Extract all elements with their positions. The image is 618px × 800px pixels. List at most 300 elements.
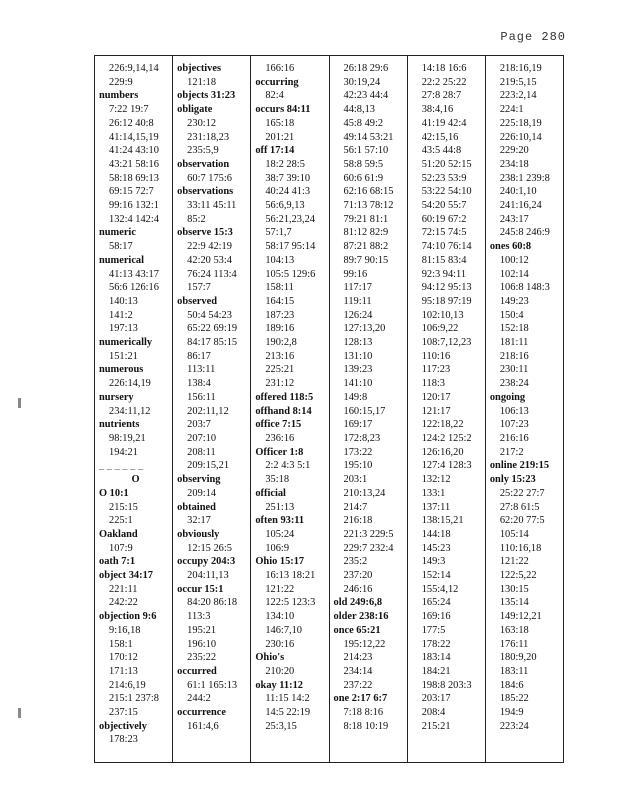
page-line-reference: 138:15,21 <box>421 515 464 527</box>
page-line-reference: 27:8 28:7 <box>421 90 462 102</box>
page-line-reference: 52:23 53:9 <box>421 172 467 184</box>
page-line-reference: 197:13 <box>109 323 138 335</box>
page-line-reference: 22:2 25:22 <box>421 76 467 88</box>
page-line-reference: 243:17 <box>499 213 529 225</box>
page-line-reference: 209:15,21 <box>187 460 230 472</box>
page-line-reference: 181:11 <box>499 337 529 349</box>
page-line-reference: 71:13 78:12 <box>343 200 394 212</box>
page-line-reference: 163:18 <box>499 624 529 636</box>
page-line-reference: 210:13,24 <box>343 487 386 499</box>
page-line-reference: 221:11 <box>109 583 138 595</box>
page-line-reference: 132:4 142:4 <box>109 213 159 225</box>
page-line-reference: 229:7 232:4 <box>343 542 394 554</box>
page-line-reference: 113:11 <box>187 364 216 376</box>
page-line-reference: 196:10 <box>187 638 217 650</box>
page-line-reference: 126:16,20 <box>421 446 464 458</box>
page-line-reference: 58:18 69:13 <box>109 172 159 184</box>
index-term: objectives <box>177 63 222 74</box>
page-line-reference: 236:16 <box>265 432 295 444</box>
page-line-reference: 126:24 <box>343 309 373 321</box>
index-term: occurs 84:11 <box>255 104 311 116</box>
page-line-reference: 120:17 <box>421 391 451 403</box>
page-line-reference: 44:8,13 <box>343 104 375 116</box>
page-line-reference: 230:16 <box>265 638 295 650</box>
page-line-reference: 184:21 <box>421 665 451 677</box>
page-line-reference: 189:16 <box>265 323 295 335</box>
page-line-reference: 171:13 <box>109 665 138 677</box>
page-line-reference: 58:17 <box>109 241 133 253</box>
page-line-reference: 231:18,23 <box>187 131 230 143</box>
page-line-reference: 131:10 <box>343 350 373 362</box>
page-line-reference: 7:22 19:7 <box>109 104 149 116</box>
index-column-4 <box>329 56 407 762</box>
page-line-reference: 234:14 <box>343 665 373 677</box>
page-line-reference: 100:12 <box>499 254 529 266</box>
index-term: often 93:11 <box>255 515 305 527</box>
index-term: obligate <box>177 104 213 116</box>
page-line-reference: 180:9,20 <box>499 652 537 664</box>
index-term: observing <box>177 474 221 486</box>
index-term: occurred <box>177 665 217 677</box>
page-line-reference: 226:10,14 <box>499 131 542 143</box>
page-line-reference: 56:6,9,13 <box>265 200 305 212</box>
index-term: objection 9:6 <box>99 611 157 623</box>
page-line-reference: 207:10 <box>187 432 217 444</box>
index-term: once 65:21 <box>333 624 381 636</box>
index-column-2 <box>172 56 250 762</box>
page-line-reference: 145:23 <box>421 542 451 554</box>
index-term: O 10:1 <box>99 487 129 499</box>
page-line-reference: 12:15 26:5 <box>187 542 232 554</box>
page-line-reference: 110:16,18 <box>499 542 542 554</box>
index-term: observed <box>177 295 217 307</box>
page-line-reference: 30:19,24 <box>343 76 381 88</box>
page-line-reference: 27:8 61:5 <box>499 501 540 513</box>
index-term: Officer 1:8 <box>255 446 304 458</box>
page-line-reference: 195:21 <box>187 624 217 636</box>
page-line-reference: 94:12 95:13 <box>421 282 472 294</box>
page-line-reference: 122:5 123:3 <box>265 597 316 609</box>
index-term: occurrence <box>177 707 227 719</box>
page-line-reference: 203:17 <box>421 693 451 705</box>
index-term: numerically <box>99 337 153 349</box>
page-line-reference: 160:15,17 <box>343 405 386 417</box>
index-term: observations <box>177 186 234 198</box>
page-line-reference: 25:3,15 <box>265 720 297 732</box>
page-line-reference: 161:4,6 <box>187 720 219 732</box>
page-line-reference: 105:24 <box>265 528 295 540</box>
page-line-reference: 56:1 57:10 <box>343 145 389 157</box>
page-line-reference: 203:7 <box>187 419 211 431</box>
index-term: nursery <box>99 391 134 403</box>
page-line-reference: 166:16 <box>265 63 295 74</box>
page-line-reference: 213:16 <box>265 350 295 362</box>
page-line-reference: 177:5 <box>421 624 446 636</box>
index-columns <box>95 56 563 762</box>
page-line-reference: 214:7 <box>343 501 368 513</box>
page-line-reference: 190:2,8 <box>265 337 297 349</box>
page-line-reference: 43:5 44:8 <box>421 145 462 157</box>
page-line-reference: 62:16 68:15 <box>343 186 394 198</box>
page-line-reference: 218:16 <box>499 350 529 362</box>
page-line-reference: 194:9 <box>499 707 524 719</box>
page-line-reference: 149:12,21 <box>499 611 542 623</box>
page-line-reference: 49:14 53:21 <box>343 131 394 143</box>
page-line-reference: 237:22 <box>343 679 373 691</box>
index-term: off 17:14 <box>255 145 295 157</box>
page-line-reference: 133:1 <box>421 487 446 499</box>
page-line-reference: 128:13 <box>343 337 373 349</box>
page-line-reference: 11:15 14:2 <box>265 693 310 705</box>
page-line-reference: 237:15 <box>109 707 138 719</box>
page-line-reference: 238:24 <box>499 378 529 390</box>
index-term: observe 15:3 <box>177 227 233 239</box>
word-index-table <box>94 55 564 763</box>
page-line-reference: 92:3 94:11 <box>421 268 467 280</box>
page-line-reference: 61:1 165:13 <box>187 679 238 691</box>
page-line-reference: 124:2 125:2 <box>421 432 472 444</box>
page-line-reference: 221:3 229:5 <box>343 528 394 540</box>
page-line-reference: 107:9 <box>109 542 133 554</box>
index-term: official <box>255 487 286 499</box>
page-line-reference: 216:18 <box>343 515 373 527</box>
page-line-reference: 215:21 <box>421 720 451 732</box>
page-line-reference: 138:4 <box>187 378 211 390</box>
page-line-reference: 208:11 <box>187 446 216 458</box>
page-line-reference: 79:21 81:1 <box>343 213 389 225</box>
page-line-reference: 139:23 <box>343 364 373 376</box>
page-line-reference: 214:6,19 <box>109 679 146 691</box>
index-term: occupy 204:3 <box>177 556 236 568</box>
section-divider: _ _ _ _ _ _ <box>99 460 144 472</box>
page-line-reference: 146:7,10 <box>265 624 303 636</box>
page-line-reference: 110:16 <box>421 350 451 362</box>
page-line-reference: 122:5,22 <box>499 570 537 582</box>
index-term: Ohio's <box>255 652 285 664</box>
index-term: occur 15:1 <box>177 583 224 595</box>
page-line-reference: 38:7 39:10 <box>265 172 311 184</box>
index-term: occurring <box>255 76 299 88</box>
page-line-reference: 169:17 <box>343 419 373 431</box>
page-line-reference: 246:16 <box>343 583 373 595</box>
page-line-reference: 164:15 <box>265 295 295 307</box>
page-line-reference: 118:3 <box>421 378 445 390</box>
section-letter: O <box>131 474 140 486</box>
page-line-reference: 113:3 <box>187 611 211 623</box>
page-line-reference: 150:4 <box>499 309 524 321</box>
index-term: ongoing <box>489 391 526 403</box>
page-line-reference: 235:2 <box>343 556 368 568</box>
page-line-reference: 158:1 <box>109 638 133 650</box>
page-line-reference: 42:20 53:4 <box>187 254 232 266</box>
page-line-reference: 245:8 246:9 <box>499 227 550 239</box>
page-line-reference: 102:10,13 <box>421 309 464 321</box>
index-term: obtained <box>177 501 216 513</box>
page-line-reference: 135:14 <box>499 597 529 609</box>
page-line-reference: 209:14 <box>187 487 217 499</box>
page-line-reference: 149:8 <box>343 391 368 403</box>
page-line-reference: 108:7,12,23 <box>421 337 472 349</box>
page-line-reference: 26:12 40:8 <box>109 117 154 129</box>
page-line-reference: 41:14,15,19 <box>109 131 159 143</box>
page-line-reference: 60:19 67:2 <box>421 213 467 225</box>
page-line-reference: 204:11,13 <box>187 570 229 582</box>
page-line-reference: 122:18,22 <box>421 419 464 431</box>
page-line-reference: 140:13 <box>109 295 138 307</box>
page-line-reference: 121:22 <box>499 556 529 568</box>
page-line-reference: 215:15 <box>109 501 138 513</box>
page-line-reference: 98:19,21 <box>109 432 146 444</box>
margin-mark <box>18 398 21 408</box>
page-line-reference: 81:12 82:9 <box>343 227 389 239</box>
page-line-reference: 149:23 <box>499 295 529 307</box>
page-line-reference: 62:20 77:5 <box>499 515 545 527</box>
page-line-reference: 104:13 <box>265 254 295 266</box>
page-line-reference: 237:20 <box>343 570 373 582</box>
page-line-reference: 195:10 <box>343 460 373 472</box>
page-line-reference: 149:3 <box>421 556 446 568</box>
page-line-reference: 35:18 <box>265 474 290 486</box>
page-line-reference: 234:18 <box>499 158 529 170</box>
page-line-reference: 42:15,16 <box>421 131 459 143</box>
page-line-reference: 224:1 <box>499 104 524 116</box>
index-term: old 249:6,8 <box>333 597 383 609</box>
page-line-reference: 235:5,9 <box>187 145 219 157</box>
index-term: only 15:23 <box>489 474 536 486</box>
page-line-reference: 81:15 83:4 <box>421 254 467 266</box>
page-line-reference: 26:18 29:6 <box>343 63 389 74</box>
page-line-reference: 84:20 86:18 <box>187 597 238 609</box>
page-line-reference: 198:8 203:3 <box>421 679 472 691</box>
page-line-reference: 156:11 <box>187 391 216 403</box>
page-line-reference: 214:23 <box>343 652 373 664</box>
page-line-reference: 18:2 28:5 <box>265 158 305 170</box>
index-term: one 2:17 6:7 <box>333 693 388 705</box>
page-line-reference: 121:18 <box>187 76 217 88</box>
page-line-reference: 178:22 <box>421 638 451 650</box>
page-line-reference: 218:16,19 <box>499 63 542 74</box>
page-line-reference: 2:2 4:3 5:1 <box>265 460 311 472</box>
page-line-reference: 9:16,18 <box>109 624 141 636</box>
page-line-reference: 50:4 54:23 <box>187 309 232 321</box>
page-line-reference: 82:4 <box>265 90 284 102</box>
page-line-reference: 42:23 44:4 <box>343 90 389 102</box>
page-line-reference: 225:21 <box>265 364 295 376</box>
page-line-reference: 169:16 <box>421 611 451 623</box>
page-line-reference: 56:6 126:16 <box>109 282 159 294</box>
page-line-reference: 234:11,12 <box>109 405 151 417</box>
page-line-reference: 241:16,24 <box>499 200 542 212</box>
page-line-reference: 41:19 42:4 <box>421 117 467 129</box>
page-line-reference: 22:9 42:19 <box>187 241 232 253</box>
index-term: numerous <box>99 364 144 376</box>
page-line-reference: 158:11 <box>265 282 294 294</box>
index-term: Oakland <box>99 528 138 540</box>
page-line-reference: 53:22 54:10 <box>421 186 472 198</box>
page-line-reference: 95:18 97:19 <box>421 295 472 307</box>
page-line-reference: 226:14,19 <box>109 378 151 390</box>
page-line-reference: 38:4,16 <box>421 104 454 116</box>
index-column-1 <box>95 56 172 762</box>
page-line-reference: 86:17 <box>187 350 211 362</box>
index-term: Ohio 15:17 <box>255 556 305 568</box>
page-line-reference: 106:13 <box>499 405 529 417</box>
index-term: object 34:17 <box>99 570 153 582</box>
page-line-reference: 72:15 74:5 <box>421 227 467 239</box>
page-line-reference: 141:2 <box>109 309 133 321</box>
page-line-reference: 121:17 <box>421 405 451 417</box>
page-line-reference: 130:15 <box>499 583 529 595</box>
page-line-reference: 8:18 10:19 <box>343 720 389 732</box>
index-term: offered 118:5 <box>255 391 314 403</box>
page-line-reference: 183:11 <box>499 665 529 677</box>
page-line-reference: 99:16 132:1 <box>109 200 159 212</box>
page-line-reference: 230:12 <box>187 117 217 129</box>
page-line-reference: 14:5 22:19 <box>265 707 311 719</box>
page-line-reference: 25:22 27:7 <box>499 487 545 499</box>
page-line-reference: 144:18 <box>421 528 451 540</box>
page-line-reference: 238:1 239:8 <box>499 172 550 184</box>
page-line-reference: 216:16 <box>499 432 529 444</box>
page-line-reference: 76:24 113:4 <box>187 268 237 280</box>
page-line-reference: 203:1 <box>343 474 368 486</box>
page-line-reference: 84:17 85:15 <box>187 337 238 349</box>
page-line-reference: 106:9 <box>265 542 290 554</box>
page-line-reference: 87:21 88:2 <box>343 241 389 253</box>
page-line-reference: 56:21,23,24 <box>265 213 315 225</box>
page-line-reference: 223:2,14 <box>499 90 537 102</box>
page-line-reference: 176:11 <box>499 638 529 650</box>
index-term: offhand 8:14 <box>255 405 312 417</box>
page-line-reference: 85:2 <box>187 213 206 225</box>
page-line-reference: 157:7 <box>187 282 211 294</box>
page-line-reference: 119:11 <box>343 295 372 307</box>
page-line-reference: 107:23 <box>499 419 529 431</box>
index-term: okay 11:12 <box>255 679 303 691</box>
page-line-reference: 54:20 55:7 <box>421 200 467 212</box>
page-line-reference: 165:24 <box>421 597 451 609</box>
page-line-reference: 242:22 <box>109 597 138 609</box>
page-line-reference: 60:7 175:6 <box>187 172 232 184</box>
index-term: numeric <box>99 227 136 239</box>
page-line-reference: 33:11 45:11 <box>187 200 237 212</box>
page-line-reference: 14:18 16:6 <box>421 63 467 74</box>
page-line-reference: 217:2 <box>499 446 524 458</box>
page-line-reference: 165:18 <box>265 117 295 129</box>
page-line-reference: 210:20 <box>265 665 295 677</box>
page-line-reference: 208:4 <box>421 707 446 719</box>
index-term: oath 7:1 <box>99 556 136 568</box>
page-line-reference: 7:18 8:16 <box>343 707 384 719</box>
page-line-reference: 219:5,15 <box>499 76 537 88</box>
page-line-reference: 32:17 <box>187 515 211 527</box>
page-line-reference: 40:24 41:3 <box>265 186 311 198</box>
index-column-6 <box>485 56 563 762</box>
index-term: objectively <box>99 720 147 732</box>
page-line-reference: 121:22 <box>265 583 295 595</box>
index-term: office 7:15 <box>255 419 302 431</box>
page-line-reference: 229:20 <box>499 145 529 157</box>
page-line-reference: 235:22 <box>187 652 217 664</box>
page-line-reference: 187:23 <box>265 309 295 321</box>
page-line-reference: 170:12 <box>109 652 138 664</box>
page-line-reference: 45:8 49:2 <box>343 117 384 129</box>
page-line-reference: 99:16 <box>343 268 368 280</box>
page-line-reference: 117:23 <box>421 364 451 376</box>
index-term: older 238:16 <box>333 611 389 623</box>
page-line-reference: 69:15 72:7 <box>109 186 154 198</box>
page-line-reference: 65:22 69:19 <box>187 323 238 335</box>
page-line-reference: 151:21 <box>109 350 138 362</box>
index-term: numbers <box>99 90 139 102</box>
page-line-reference: 225:18,19 <box>499 117 542 129</box>
margin-mark <box>18 708 21 718</box>
index-column-5 <box>407 56 485 762</box>
index-term: nutrients <box>99 419 140 431</box>
page-line-reference: 240:1,10 <box>499 186 537 198</box>
page-line-reference: 201:21 <box>265 131 295 143</box>
page-line-reference: 127:4 128:3 <box>421 460 472 472</box>
page-line-reference: 106:9,22 <box>421 323 459 335</box>
page-line-reference: 51:20 52:15 <box>421 158 472 170</box>
page-line-reference: 117:17 <box>343 282 372 294</box>
page-line-reference: 226:9,14,14 <box>109 63 159 74</box>
page-line-reference: 194:21 <box>109 446 138 458</box>
page-number: Page 280 <box>500 30 566 44</box>
page-line-reference: 244:2 <box>187 693 211 705</box>
page-line-reference: 183:14 <box>421 652 451 664</box>
page-line-reference: 137:11 <box>421 501 451 513</box>
page-line-reference: 43:21 58:16 <box>109 158 159 170</box>
page-line-reference: 134:10 <box>265 611 295 623</box>
page-line-reference: 58:17 95:14 <box>265 241 316 253</box>
page-line-reference: 89:7 90:15 <box>343 254 389 266</box>
page-line-reference: 231:12 <box>265 378 295 390</box>
page-line-reference: 202:11,12 <box>187 405 229 417</box>
index-term: ones 60:8 <box>489 241 532 253</box>
page-line-reference: 172:8,23 <box>343 432 381 444</box>
page-line-reference: 41:13 43:17 <box>109 268 159 280</box>
page-line-reference: 74:10 76:14 <box>421 241 472 253</box>
page-line-reference: 58:8 59:5 <box>343 158 384 170</box>
page-line-reference: 184:6 <box>499 679 524 691</box>
page-line-reference: 105:5 129:6 <box>265 268 316 280</box>
page-line-reference: 106:8 148:3 <box>499 282 550 294</box>
index-term: obviously <box>177 528 220 540</box>
page-line-reference: 251:13 <box>265 501 295 513</box>
page-line-reference: 230:11 <box>499 364 529 376</box>
page-line-reference: 185:22 <box>499 693 529 705</box>
page-line-reference: 195:12,22 <box>343 638 386 650</box>
page-line-reference: 223:24 <box>499 720 529 732</box>
page-line-reference: 152:14 <box>421 570 451 582</box>
page-line-reference: 215:1 237:8 <box>109 693 159 705</box>
index-term: online 219:15 <box>489 460 550 472</box>
page-line-reference: 173:22 <box>343 446 373 458</box>
page-line-reference: 229:9 <box>109 76 133 88</box>
page-line-reference: 105:14 <box>499 528 529 540</box>
page-line-reference: 16:13 18:21 <box>265 570 316 582</box>
page-line-reference: 57:1,7 <box>265 227 292 239</box>
page-line-reference: 41:24 43:10 <box>109 145 159 157</box>
index-term: observation <box>177 158 230 170</box>
page-line-reference: 102:14 <box>499 268 529 280</box>
page-line-reference: 127:13,20 <box>343 323 386 335</box>
page-line-reference: 225:1 <box>109 515 133 527</box>
page-line-reference: 141:10 <box>343 378 373 390</box>
page-line-reference: 132:12 <box>421 474 451 486</box>
page-line-reference: 60:6 61:9 <box>343 172 384 184</box>
